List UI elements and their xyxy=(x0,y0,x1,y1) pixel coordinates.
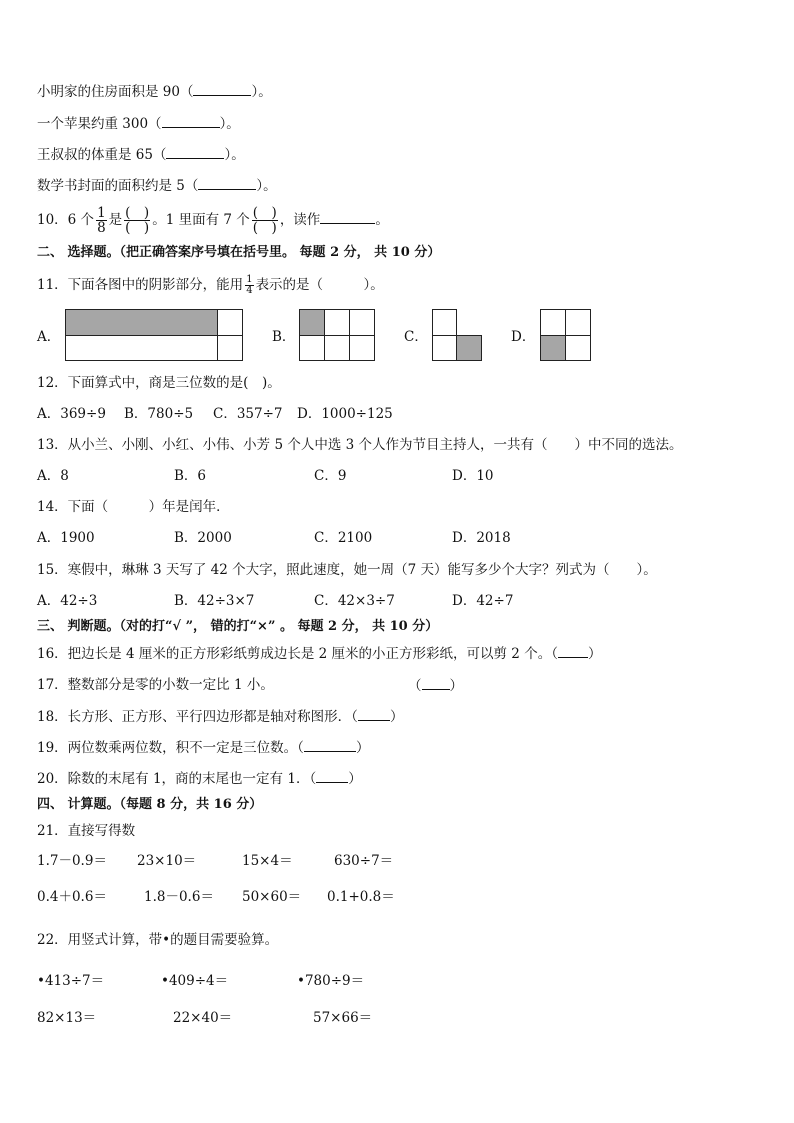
figure-d-cell xyxy=(565,309,591,336)
q21-item: 50×60＝ xyxy=(242,889,302,905)
q15-option-a[interactable]: A．42÷3 xyxy=(37,593,98,609)
q13-option-d[interactable]: D．10 xyxy=(452,468,494,484)
section-3-heading: 三、 判断题。（对的打“√ ”， 错的打“×” 。 每题 2 分， 共 10 分） xyxy=(37,619,439,634)
question-16: 16．把边长是 4 厘米的正方形彩纸剪成边长是 2 厘米的小正方形彩纸，可以剪 2 个。（ ） xyxy=(37,646,602,662)
figure-c-cell xyxy=(432,309,457,336)
question-10: 10．6 个 $\frac{1}{8}$ 是 $\frac{( )}{( )}$ 。1 里面有 7 个 $\frac{( )}{( )}$ ，读作 。 xyxy=(37,205,389,236)
question-13-stem: 13．从小兰、小刚、小红、小伟、小芳 5 个人中选 3 个人作为节目主持人，一共有（ ）中不同的选法。 xyxy=(37,437,683,453)
q17-answer: （ ） xyxy=(408,678,463,694)
figure-a-cell xyxy=(217,309,243,336)
question-11: 11．下面各图中的阴影部分，能用 $\frac{1}{4}$ 表示的是（ ）。 xyxy=(37,274,384,296)
figure-b-cell xyxy=(349,309,375,336)
figure-b-cell xyxy=(324,309,350,336)
q13-option-c[interactable]: C．9 xyxy=(314,468,347,484)
q22-item: •413÷7＝ xyxy=(37,973,105,989)
figure-b-cell xyxy=(349,335,375,361)
q14-option-d[interactable]: D．2018 xyxy=(452,530,511,546)
question-12-stem: 12．下面算式中，商是三位数的是( )。 xyxy=(37,375,281,391)
q13-option-a[interactable]: A．8 xyxy=(37,468,69,484)
section-2-heading: 二、 选择题。（把正确答案序号填在括号里。 每题 2 分， 共 10 分） xyxy=(37,245,441,260)
q22-item: •780÷9＝ xyxy=(297,973,365,989)
answer-blank[interactable] xyxy=(198,176,256,190)
answer-blank[interactable] xyxy=(193,82,251,96)
question-14-stem: 14．下面（ ）年是闰年． xyxy=(37,499,230,515)
q13-option-b[interactable]: B．6 xyxy=(174,468,207,484)
q12-option-b[interactable]: B．780÷5 xyxy=(124,406,194,422)
figure-c-cell xyxy=(456,335,482,361)
answer-blank[interactable] xyxy=(162,114,220,128)
fraction-one-quarter: $\frac{1}{4}$ xyxy=(246,274,253,296)
question-15-stem: 15．寒假中，琳琳 3 天写了 42 个大字，照此速度，她一周（7 天）能写多少个大字？列式为（ ）。 xyxy=(37,562,657,578)
q15-option-d[interactable]: D．42÷7 xyxy=(452,593,514,609)
q21-item: 0.1+0.8＝ xyxy=(327,889,395,905)
option-c-label[interactable]: C． xyxy=(404,329,428,345)
q9-item-apple: 一个苹果约重 300（ ）。 xyxy=(37,116,240,132)
q21-item: 15×4＝ xyxy=(242,853,293,869)
figure-b-cell xyxy=(299,309,325,336)
figure-b[interactable] xyxy=(299,309,375,361)
figure-b-cell xyxy=(299,335,325,361)
answer-blank[interactable] xyxy=(320,210,375,224)
figure-a-cell xyxy=(65,335,218,361)
figure-c-cell xyxy=(432,335,457,361)
q12-option-a[interactable]: A．369÷9 xyxy=(37,406,106,422)
question-17: 17．整数部分是零的小数一定比 1 小。 xyxy=(37,677,274,693)
option-d-label[interactable]: D． xyxy=(511,329,536,345)
q22-item: 22×40＝ xyxy=(173,1010,233,1026)
question-19: 19．两位数乘两位数，积不一定是三位数。（ ） xyxy=(37,740,370,756)
q21-item: 630÷7＝ xyxy=(334,853,394,869)
q22-item: 82×13＝ xyxy=(37,1010,97,1026)
question-20: 20．除数的末尾有 1，商的末尾也一定有 1．（ ） xyxy=(37,771,362,787)
answer-blank[interactable] xyxy=(316,769,348,783)
answer-blank[interactable] xyxy=(304,738,356,752)
option-a-label[interactable]: A． xyxy=(37,329,61,345)
answer-blank[interactable] xyxy=(166,145,224,159)
figure-a[interactable] xyxy=(65,309,243,361)
q22-item: •409÷4＝ xyxy=(161,973,229,989)
q21-item: 1.7－0.9＝ xyxy=(37,853,107,869)
question-21-stem: 21．直接写得数 xyxy=(37,823,136,839)
figure-a-cell xyxy=(65,309,218,336)
q22-item: 57×66＝ xyxy=(313,1010,373,1026)
q21-item: 1.8－0.6＝ xyxy=(144,889,214,905)
q9-item-weight: 王叔叔的体重是 65（ ）。 xyxy=(37,147,245,163)
q15-option-c[interactable]: C．42×3÷7 xyxy=(314,593,395,609)
fraction-answer-2[interactable]: $\frac{( )}{( )}$ xyxy=(252,205,277,236)
figure-c[interactable] xyxy=(432,309,482,361)
figure-b-cell xyxy=(324,335,350,361)
section-4-heading: 四、 计算题。（每题 8 分，共 16 分） xyxy=(37,797,263,812)
answer-blank[interactable] xyxy=(358,707,390,721)
question-22-stem: 22．用竖式计算，带•的题目需要验算。 xyxy=(37,932,279,948)
answer-blank[interactable] xyxy=(558,644,588,658)
fraction-answer-1[interactable]: $\frac{( )}{( )}$ xyxy=(125,205,150,236)
fraction-one-eighth: $\frac{1}{8}$ xyxy=(97,205,106,236)
q15-option-b[interactable]: B．42÷3×7 xyxy=(174,593,255,609)
q9-item-area: 小明家的住房面积是 90（ ）。 xyxy=(37,84,272,100)
figure-a-cell xyxy=(217,335,243,361)
q21-item: 0.4＋0.6＝ xyxy=(37,889,107,905)
figure-d-cell xyxy=(540,335,566,361)
q14-option-a[interactable]: A．1900 xyxy=(37,530,95,546)
answer-blank[interactable] xyxy=(422,676,450,690)
q14-option-b[interactable]: B．2000 xyxy=(174,530,232,546)
q12-option-d[interactable]: D．1000÷125 xyxy=(297,406,393,422)
q14-option-c[interactable]: C．2100 xyxy=(314,530,373,546)
option-b-label[interactable]: B． xyxy=(272,329,296,345)
q9-item-cover: 数学书封面的面积约是 5（ ）。 xyxy=(37,178,277,194)
figure-d-cell xyxy=(565,335,591,361)
figure-d[interactable] xyxy=(540,309,591,361)
figure-d-cell xyxy=(540,309,566,336)
question-18: 18．长方形、正方形、平行四边形都是轴对称图形．（ ） xyxy=(37,709,404,725)
q12-option-c[interactable]: C．357÷7 xyxy=(213,406,283,422)
q21-item: 23×10＝ xyxy=(137,853,197,869)
